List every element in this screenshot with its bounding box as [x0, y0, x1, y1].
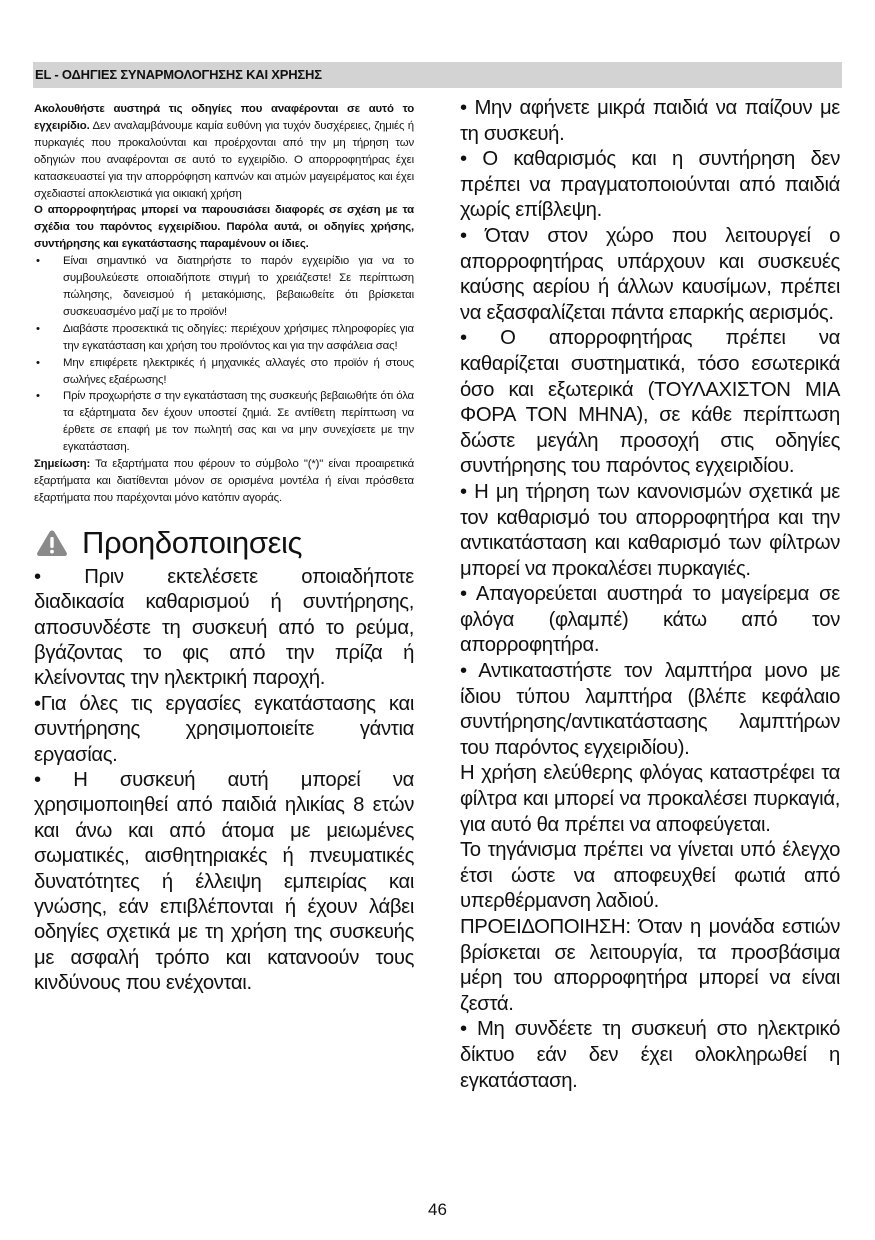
warning-paragraph: Η χρήση ελεύθερης φλόγας καταστρέφει τα φίλτρα και μπορεί να προκαλέσει πυρκαγιά, για αυτό θα πρέπει να αποφεύγεται.: [460, 762, 840, 836]
intro-bold-text: Ακολουθήστε αυστηρά τις οδηγίες που αναφέρονται σε αυτό το εγχειρίδιο.: [34, 103, 414, 132]
warning-paragraph: Το τηγάνισμα πρέπει να γίνεται υπό έλεγχο έτσι ώστε να αποφευχθεί φωτιά από υπερθέρμανση λαδιού.: [460, 839, 840, 913]
bullet-item: • Μην επιφέρετε ηλεκτρικές ή μηχανικές αλλαγές στο προϊόν ή στους σωλήνες εξαέρωσης!: [36, 356, 414, 386]
bullet-dot: •: [36, 322, 40, 335]
warnings-title: Προηδοποιησεις: [82, 524, 303, 560]
section-header-title: EL - ΟΔΗΓΙΕΣ ΣΥΝΑΡΜΟΛΟΓΗΣΗΣ ΚΑΙ ΧΡΗΣΗΣ: [35, 67, 322, 82]
warning-paragraph: • Όταν στον χώρο που λειτουργεί ο απορροφητήρας υπάρχουν και συσκευές καύσης αερίου ή άλλων καυσίμων, πρέπει να εξασφαλίζεται πάντα επαρκής αερισμός.: [460, 224, 840, 324]
warning-paragraph: • Μη συνδέετε τη συσκευή στο ηλεκτρικό δίκτυο εάν δεν έχει ολοκληρωθεί η εγκατάσταση.: [460, 1018, 840, 1092]
bullet-dot: •: [36, 356, 40, 369]
bullet-item: • Είναι σημαντικό να διατηρήστε το παρόν εγχειρίδιο για να το συμβουλεύεστε οποιαδήποτε στιγμή το χρειάζεστε! Σε περίπτωση πώλησης, δανεισμού ή μετακόμισης, βεβαιωθείτε ότι βρίσκεται συσκευασμένο μαζί με το προϊόν!: [36, 255, 414, 318]
warning-paragraph: • Η μη τήρηση των κανονισμών σχετικά με τον καθαρισμό του απορροφητήρα και την αντικατάσταση και καθαρισμό των φίλτρων μπορεί να προκαλέσει πυρκαγιές.: [460, 480, 840, 580]
page-number: 46: [428, 1200, 447, 1219]
intro-paragraph: [34, 101, 414, 202]
section-header-bar: [33, 62, 842, 88]
warning-paragraph: • Ο καθαρισμός και η συντήρηση δεν πρέπει να πραγματοποιούνται από παιδιά χωρίς επίβλεψη.: [460, 148, 840, 222]
right-column: [460, 96, 846, 1094]
bullet-dot: •: [36, 390, 40, 403]
warning-paragraph: ΠΡΟΕΙΔΟΠΟΙΗΣΗ: Όταν η μονάδα εστιών βρίσκεται σε λειτουργία, τα προσβάσιμα μέρη του απορροφητήρα μπορεί να είναι ζεστά.: [460, 916, 840, 1015]
warning-paragraph: • Ο απορροφητήρας πρέπει να καθαρίζεται συστηματικά, τόσο εσωτερικά όσο και εξωτερικά (ΤΟΥΛΑΧΙΣΤΟΝ ΜΙΑ ΦΟΡΑ ΤΟΝ ΜΗΝΑ), σε κάθε περίπτωση δώστε μεγάλη προσοχή στις οδηγίες συντήρησης του παρόντος εγχειριδίου.: [460, 327, 846, 478]
note-text: Τα εξαρτήματα που φέρουν το σύμβολο "(*)" είναι προαιρετικά εξαρτήματα και διατίθενται μόνον σε ορισμένα μοντέλα ή είναι πρόσθετα εξαρτήματα που παρέχονται μόνο κατόπιν αγοράς.: [34, 458, 414, 504]
bullet-item: • Διαβάστε προσεκτικά τις οδηγίες: περιέχουν χρήσιμες πληροφορίες για την εγκατάσταση και χρήση του προϊόντος και για την ασφάλεια σας!: [36, 322, 414, 352]
warning-paragraph: •Για όλες τις εργασίες εγκατάστασης και συντήρησης χρησιμοποιείτε γάντια εργασίας.: [34, 692, 414, 766]
bullet-item: • Πρίν προχωρήστε σ την εγκατάσταση της συσκευής βεβαιωθήτε ότι όλα τα εξάρτηματα δεν έχουν υποστεί ζημιά. Σε αντίθετη περίπτωση να έρθετε σε επαφή με τον πωλητή σας και να μην συνεχίσετε με την εγκατάσταση.: [36, 390, 414, 454]
warning-paragraph: • Αντικαταστήστε τον λαμπτήρα μονο με ίδιου τύπου λαμπτήρα (βλέπε κεφάλαιο συντήρησης/αντικατάστασης λαμπτήρων του παρόντος εγχειριδίου).: [460, 660, 840, 759]
bold-paragraph: Ο απορροφητήρας μπορεί να παρουσιάσει διαφορές σε σχέση με τα σχέδια του παρόντος εγχειρίδιου. Παρόλα αυτά, οι οδηγίες χρήσης, συντήρησης και εγκατάστασης παραμένουν οι ίδιες.: [34, 204, 414, 251]
left-column: [34, 101, 420, 997]
note-paragraph: [34, 456, 414, 507]
warnings-heading: [34, 521, 414, 565]
intro-text: Δεν αναλαμβάνουμε καμία ευθύνη για τυχόν δυσχέρειες, ζημιές ή πυρκαγιές που προκαλούνται και προέρχονται από την μη τήρηση των οδηγιών που αναφέρονται σε αυτό το εγχειρίδιο. Ο απορροφητήρας έχει κατασκευαστεί για την απορρόφηση καπνών και ατμών μαγειρέματος και έχει σχεδιαστεί αποκλειστικά για οικιακή χρήση: [34, 119, 414, 200]
warning-triangle-icon: [36, 529, 68, 557]
note-label: Σημείωση:: [34, 458, 91, 471]
bullet-dot: •: [36, 255, 40, 268]
warning-paragraph: • Απαγορεύεται αυστηρά το μαγείρεμα σε φλόγα (φλαμπέ) κάτω από τον απορροφητήρα.: [460, 583, 840, 657]
warning-paragraph: • Πριν εκτελέσετε οποιαδήποτε διαδικασία καθαρισμού ή συντήρησης, αποσυνδέστε τη συσκευή από το ρεύμα, βγάζοντας το φις από την πρίζα ή κλείνοντας την ηλεκτρική παροχή.: [34, 565, 420, 690]
warning-paragraph: • Η συσκευή αυτή μπορεί να χρησιμοποιηθεί από παιδιά ηλικίας 8 ετών και άνω και από άτομα με μειωμένες σωματικές, αισθητηριακές ή πνευματικές δυνατότητες ή έλλειψη εμπειρίας και γνώσης, εάν επιβλέπονται ή έχουν λάβει οδηγίες σχετικά με τη χρήση της συσκευής με ασφαλή τρόπο και κατανοούν τους κινδύνους που ενέχονται.: [34, 769, 420, 995]
warning-paragraph: • Μην αφήνετε μικρά παιδιά να παίζουν με τη συσκευή.: [460, 97, 840, 145]
